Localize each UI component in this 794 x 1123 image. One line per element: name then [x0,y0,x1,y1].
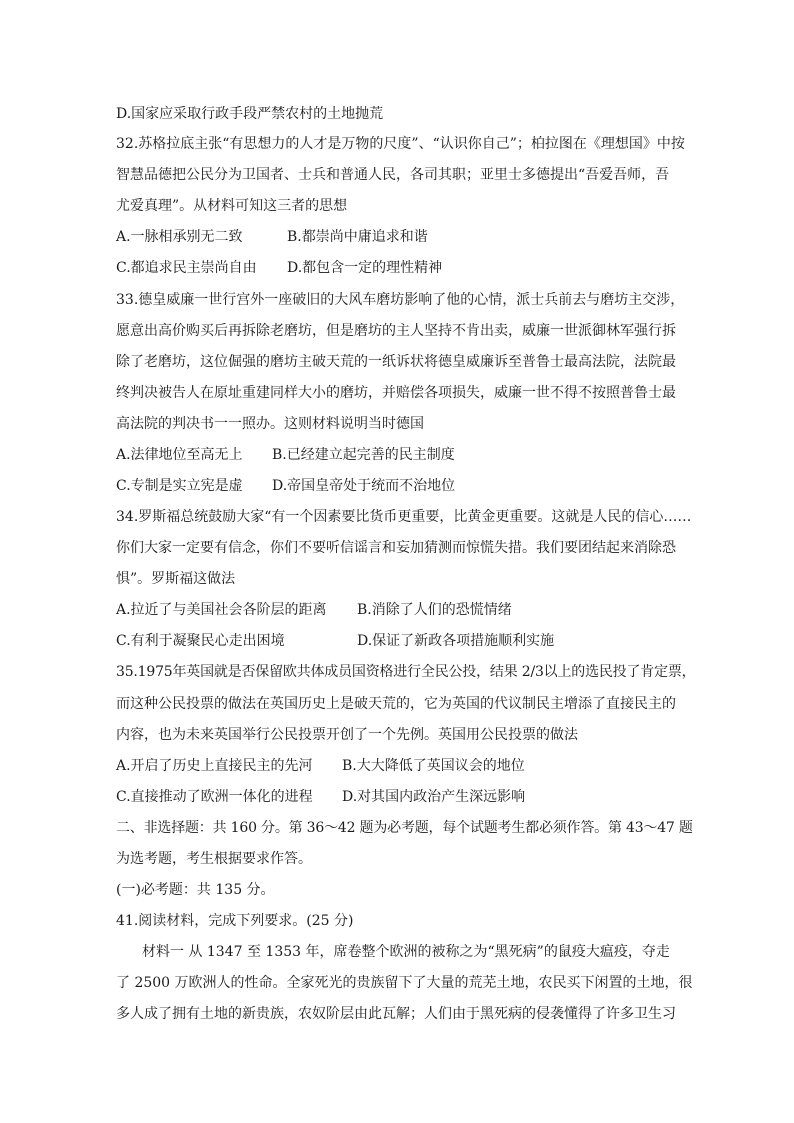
q35-option-b: B.大大降低了英国议会的地位 [342,758,525,774]
q31-option-d: D.国家应采取行政手段严禁农村的土地抛荒 [116,106,384,122]
q41-material-line-3: 多人成了拥有土地的新贵族，农奴阶层由此瓦解；人们由于黑死病的侵袭懂得了许多卫生习 [116,1006,676,1022]
q41-material-line-1: 材料一 从 1347 至 1353 年，席卷整个欧洲的被称之为“黑死病”的鼠疫大瘟疫，夺走 [142,944,670,960]
q35-stem-line-2: 而这种公民投票的做法在英国历史上是破天荒的，它为英国的代议制民主增添了直接民主的 [116,696,676,712]
q33-option-b: B.已经建立起完善的民主制度 [272,447,455,463]
q32-stem-line-3: 尤爱真理”。从材料可知这三者的思想 [116,198,348,214]
q34-stem-line-2: 你们大家一定要有信念，你们不要听信谣言和妄加猜测而惊慌失措。我们要团结起来消除恐 [116,540,676,556]
q33-option-a: A.法律地位至高无上 [116,447,243,463]
q34-option-a: A.拉近了与美国社会各阶层的距离 [116,602,327,618]
q35-option-c: C.直接推动了欧洲一体化的进程 [116,789,313,805]
q33-stem-line-1: 33.德皇威廉一世行宫外一座破旧的大风车磨坊影响了他的心情，派士兵前去与磨坊主交涉， [116,292,685,308]
q32-option-c: C.都追求民主崇尚自由 [116,260,257,276]
q34-option-c: C.有利于凝聚民心走出困境 [116,633,285,649]
q34-stem-line-3: 惧”。罗斯福这做法 [116,571,236,587]
q32-stem-line-1: 32.苏格拉底主张“有思想力的人才是万物的尺度”、“认识你自己”；柏拉图在《理想国》中按 [116,136,685,152]
section2-heading-line-1: 二、非选择题：共 160 分。第 36～42 题为必考题，每个试题考生都必须作答。第 43～47 题 [116,820,693,836]
q34-option-b: B.消除了人们的恐慌情绪 [357,602,512,618]
q35-stem-line-1: 35.1975年英国就是否保留欧共体成员国资格进行全民公投，结果 2/3以上的选民投了肯定票， [116,664,696,680]
q33-stem-line-3: 除了老磨坊，这位倔强的磨坊主破天荒的一纸诉状将德皇威廉诉至普鲁士最高法院，法院最 [116,354,676,370]
q33-stem-line-2: 愿意出高价购买后再拆除老磨坊，但是磨坊的主人坚持不肯出卖，威廉一世派御林军强行拆 [116,323,676,339]
q41-prompt: 41.阅读材料，完成下列要求。(25 分) [116,913,354,929]
section2-heading-line-2: 为选考题，考生根据要求作答。 [116,851,312,867]
q33-option-d: D.帝国皇帝处于统而不治地位 [272,478,456,494]
q32-stem-line-2: 智慧品德把公民分为卫国者、士兵和普通人民，各司其职；亚里士多德提出“吾爱吾师，吾 [116,167,670,183]
q35-stem-line-3: 内容，也为未来英国举行公民投票开创了一个先例。英国用公民投票的做法 [116,727,578,743]
q33-option-c: C.专制是实立宪是虚 [116,478,243,494]
q32-option-a: A.一脉相承别无二致 [116,229,243,245]
q34-option-d: D.保证了新政各项措施顺利实施 [357,633,555,649]
q34-stem-line-1: 34.罗斯福总统鼓励大家“有一个因素要比货币更重要，比黄金更重要。这就是人民的信心…… [116,509,692,525]
q33-stem-line-5: 高法院的判决书一一照办。这则材料说明当时德国 [116,416,424,432]
q33-stem-line-4: 终判决被告人在原址重建同样大小的磨坊，并赔偿各项损失，威廉一世不得不按照普鲁士最 [116,385,676,401]
q35-option-a: A.开启了历史上直接民主的先河 [116,758,313,774]
q41-material-line-2: 了 2500 万欧洲人的性命。全家死光的贵族留下了大量的荒芜土地，农民买下闲置的土地，很 [116,975,693,991]
required-questions-note: (一)必考题：共 135 分。 [116,882,275,898]
q32-option-b: B.都崇尚中庸追求和谐 [287,229,428,245]
q35-option-d: D.对其国内政治产生深远影响 [342,789,526,805]
q32-option-d: D.都包含一定的理性精神 [287,260,443,276]
